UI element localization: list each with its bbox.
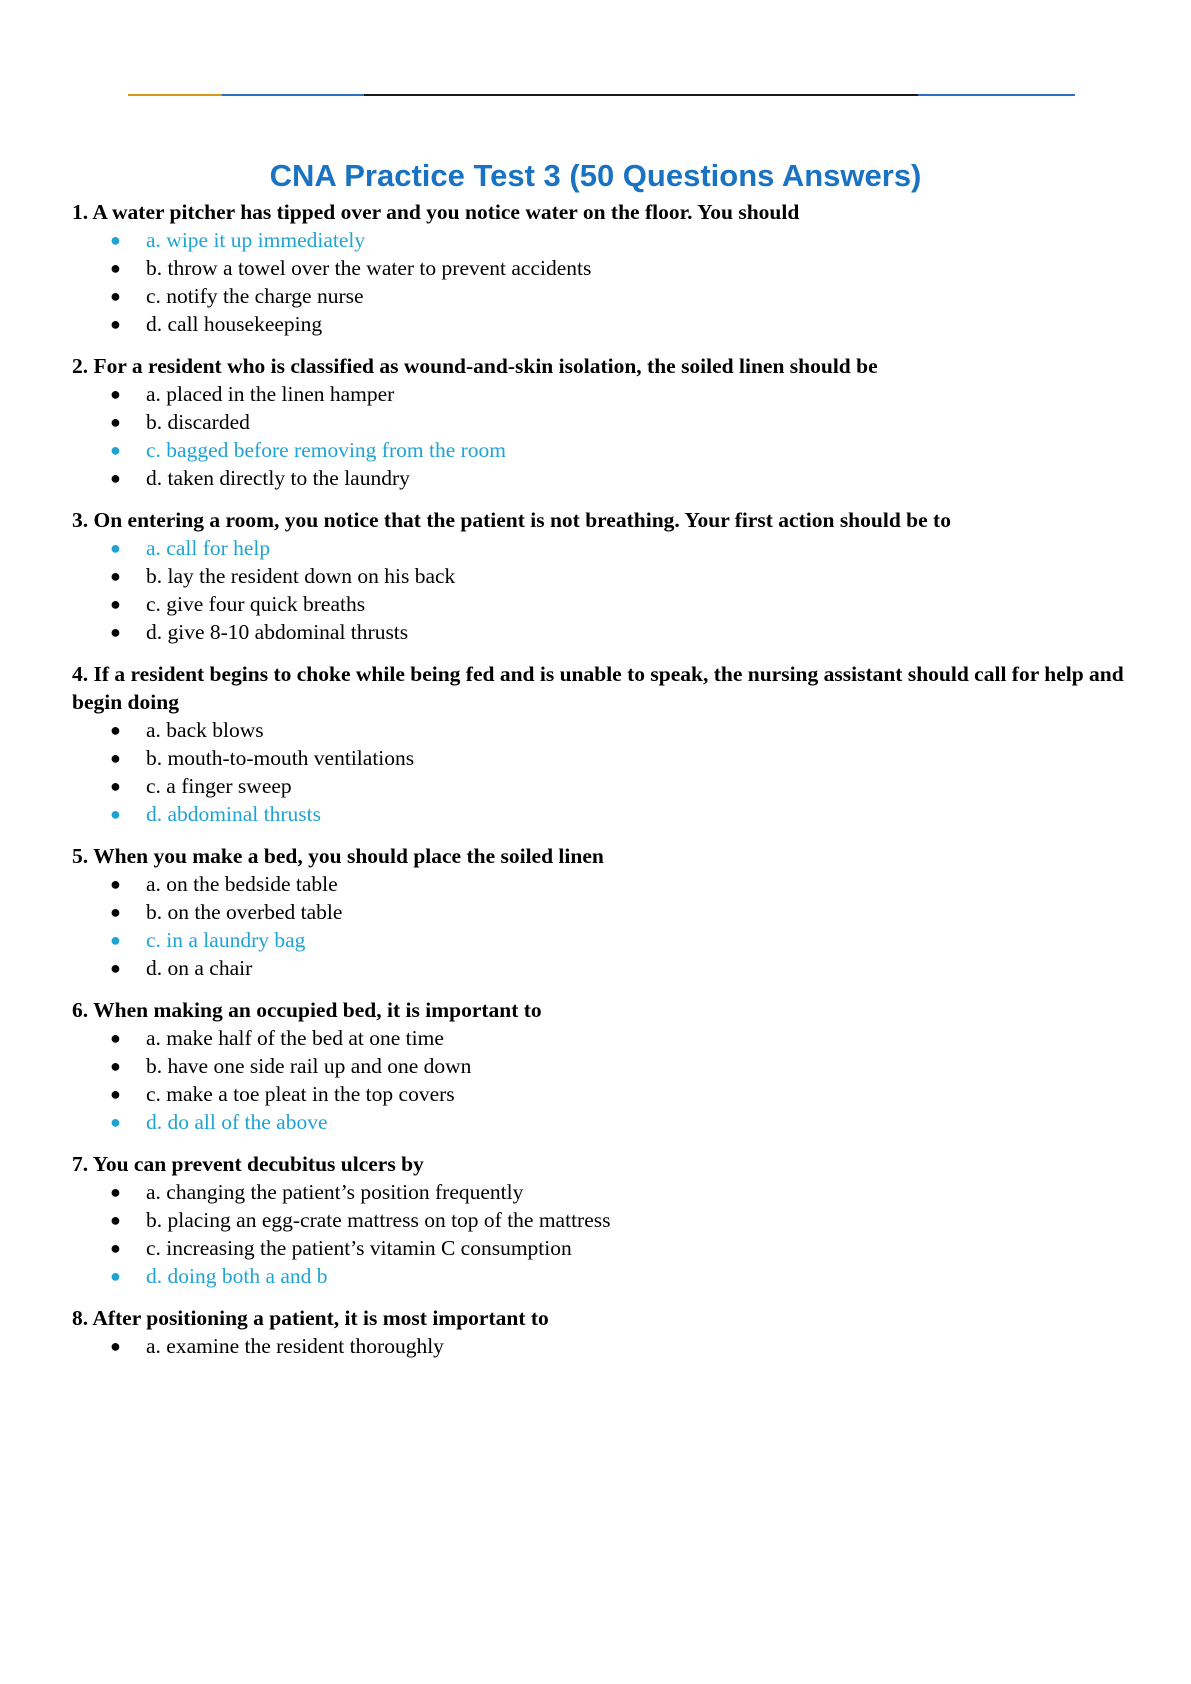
answer-option-text: b. lay the resident down on his back	[146, 564, 456, 588]
bullet-icon: ●	[110, 1056, 121, 1076]
answer-option-text: a. on the bedside table	[146, 872, 338, 896]
header-rule-segment	[364, 94, 918, 96]
question-text: 1. A water pitcher has tipped over and you notice water on the floor. You should	[72, 200, 800, 224]
bullet-icon: ●	[110, 776, 121, 796]
answer-option-text: c. a finger sweep	[146, 774, 292, 798]
answer-option	[72, 1332, 1132, 1360]
question-block	[72, 842, 1132, 982]
answer-option-text: a. make half of the bed at one time	[146, 1026, 444, 1050]
answer-options	[72, 226, 1132, 338]
answer-option	[72, 954, 1132, 982]
question-text: 6. When making an occupied bed, it is important to	[72, 998, 542, 1022]
answer-option-correct	[72, 800, 1132, 828]
answer-option-text: c. give four quick breaths	[146, 592, 366, 616]
bullet-icon: ●	[110, 412, 121, 432]
question-text: 5. When you make a bed, you should place the soiled linen	[72, 844, 604, 868]
answer-option-text: a. changing the patient’s position frequently	[146, 1180, 524, 1204]
answer-options	[72, 1332, 1132, 1360]
answer-option-text: b. on the overbed table	[146, 900, 343, 924]
answer-option-text: d. taken directly to the laundry	[146, 466, 410, 490]
bullet-icon: ●	[110, 748, 121, 768]
answer-option-text: d. doing both a and b	[146, 1264, 328, 1288]
header-rule-segment	[128, 94, 222, 96]
answer-option	[72, 282, 1132, 310]
answer-option-text: b. throw a towel over the water to prevent accidents	[146, 256, 592, 280]
bullet-icon: ●	[110, 902, 121, 922]
answer-option	[72, 310, 1132, 338]
answer-option	[72, 1206, 1132, 1234]
bullet-icon: ●	[110, 1084, 121, 1104]
bullet-icon: ●	[110, 930, 121, 950]
answer-option-correct	[72, 226, 1132, 254]
answer-options	[72, 870, 1132, 982]
bullet-icon: ●	[110, 1210, 121, 1230]
bullet-icon: ●	[110, 594, 121, 614]
header-rule-segment	[222, 94, 364, 96]
answer-option-text: a. call for help	[146, 536, 271, 560]
question-text: 2. For a resident who is classified as wound-and-skin isolation, the soiled linen should be	[72, 354, 878, 378]
answer-option-text: b. mouth-to-mouth ventilations	[146, 746, 415, 770]
answer-option	[72, 898, 1132, 926]
question-list	[72, 198, 1132, 1374]
answer-option-correct	[72, 1108, 1132, 1136]
answer-option	[72, 1024, 1132, 1052]
answer-option-correct	[72, 926, 1132, 954]
answer-option-text: a. examine the resident thoroughly	[146, 1334, 444, 1358]
bullet-icon: ●	[110, 1266, 121, 1286]
bullet-icon: ●	[110, 1028, 121, 1048]
answer-option-text: c. in a laundry bag	[146, 928, 306, 952]
bullet-icon: ●	[110, 258, 121, 278]
question-block	[72, 996, 1132, 1136]
answer-option	[72, 744, 1132, 772]
answer-option-text: d. call housekeeping	[146, 312, 323, 336]
answer-option	[72, 464, 1132, 492]
answer-option	[72, 254, 1132, 282]
question-block	[72, 660, 1132, 828]
answer-option-text: c. make a toe pleat in the top covers	[146, 1082, 455, 1106]
answer-option	[72, 618, 1132, 646]
question-text: 3. On entering a room, you notice that the patient is not breathing. Your first action should be to	[72, 508, 951, 532]
question-block	[72, 198, 1132, 338]
bullet-icon: ●	[110, 384, 121, 404]
question-block	[72, 506, 1132, 646]
bullet-icon: ●	[110, 314, 121, 334]
answer-option	[72, 380, 1132, 408]
bullet-icon: ●	[110, 958, 121, 978]
answer-option-text: c. increasing the patient’s vitamin C consumption	[146, 1236, 572, 1260]
answer-option-correct	[72, 534, 1132, 562]
bullet-icon: ●	[110, 804, 121, 824]
answer-option	[72, 1234, 1132, 1262]
bullet-icon: ●	[110, 1336, 121, 1356]
answer-option	[72, 716, 1132, 744]
bullet-icon: ●	[110, 566, 121, 586]
answer-option-text: d. on a chair	[146, 956, 253, 980]
answer-option-text: a. wipe it up immediately	[146, 228, 366, 252]
answer-option-text: b. placing an egg-crate mattress on top of the mattress	[146, 1208, 611, 1232]
answer-option-text: b. have one side rail up and one down	[146, 1054, 472, 1078]
answer-options	[72, 716, 1132, 828]
bullet-icon: ●	[110, 874, 121, 894]
bullet-icon: ●	[110, 1182, 121, 1202]
question-block	[72, 1304, 1132, 1360]
answer-option	[72, 1052, 1132, 1080]
bullet-icon: ●	[110, 1238, 121, 1258]
header-rule	[128, 94, 1075, 96]
question-text: 4. If a resident begins to choke while being fed and is unable to speak, the nursing assistant should call for help and begin doing	[72, 662, 1124, 714]
answer-option-correct	[72, 1262, 1132, 1290]
question-text: 7. You can prevent decubitus ulcers by	[72, 1152, 424, 1176]
answer-options	[72, 1024, 1132, 1136]
page-title: CNA Practice Test 3 (50 Questions Answers)	[269, 158, 922, 193]
answer-options	[72, 1178, 1132, 1290]
answer-option	[72, 408, 1132, 436]
answer-option-text: c. bagged before removing from the room	[146, 438, 506, 462]
answer-option	[72, 870, 1132, 898]
answer-option-text: d. abdominal thrusts	[146, 802, 321, 826]
bullet-icon: ●	[110, 286, 121, 306]
answer-option-text: a. placed in the linen hamper	[146, 382, 395, 406]
question-block	[72, 1150, 1132, 1290]
question-text: 8. After positioning a patient, it is most important to	[72, 1306, 549, 1330]
answer-option-text: c. notify the charge nurse	[146, 284, 364, 308]
bullet-icon: ●	[110, 720, 121, 740]
bullet-icon: ●	[110, 230, 121, 250]
answer-option	[72, 590, 1132, 618]
bullet-icon: ●	[110, 440, 121, 460]
bullet-icon: ●	[110, 1112, 121, 1132]
answer-option-text: d. do all of the above	[146, 1110, 328, 1134]
question-block	[72, 352, 1132, 492]
answer-option	[72, 1080, 1132, 1108]
answer-option-text: a. back blows	[146, 718, 264, 742]
bullet-icon: ●	[110, 538, 121, 558]
header-rule-segment	[918, 94, 1075, 96]
answer-option-correct	[72, 436, 1132, 464]
bullet-icon: ●	[110, 622, 121, 642]
bullet-icon: ●	[110, 468, 121, 488]
answer-option-text: d. give 8-10 abdominal thrusts	[146, 620, 409, 644]
answer-options	[72, 534, 1132, 646]
answer-option	[72, 772, 1132, 800]
answer-option-text: b. discarded	[146, 410, 250, 434]
answer-options	[72, 380, 1132, 492]
answer-option	[72, 1178, 1132, 1206]
answer-option	[72, 562, 1132, 590]
